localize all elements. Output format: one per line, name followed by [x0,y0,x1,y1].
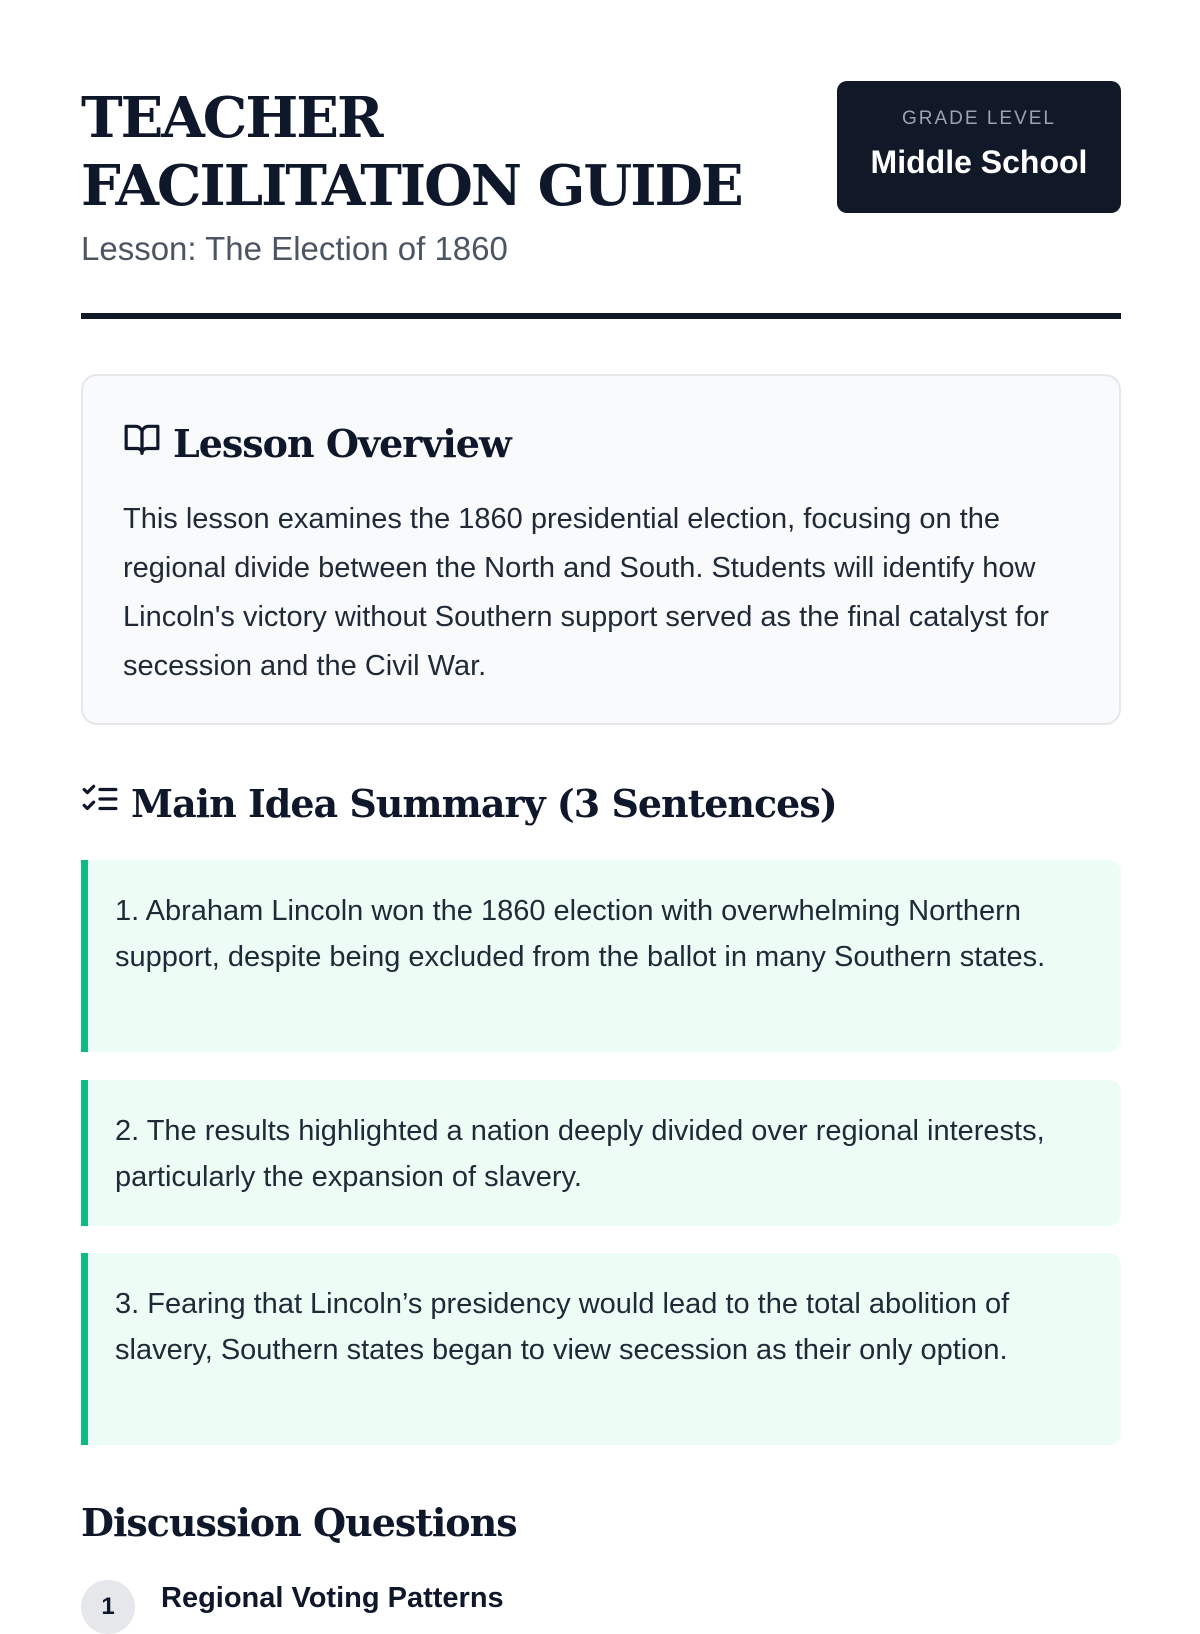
guide-page [81,0,1121,1620]
lesson-overview-text: This lesson examines the 1860 presidential election, focusing on the regional divide between the North and South. Students will identify how Lincoln's victory without Southern support served as the final catalyst for secession and the Civil War. [123,503,1049,682]
lesson-overview-card [81,374,1121,725]
guide-header [81,0,1121,320]
main-idea-summary-heading-text: Main Idea Summary (3 Sentences) [131,781,837,826]
summary-sentence-3: 3. Fearing that Lincoln’s presidency would lead to the total abolition of slavery, Southern states began to view secession as their only option. [81,1253,1121,1445]
lesson-subtitle: Lesson: The Election of 1860 [81,230,508,267]
page-title: TEACHER FACILITATION GUIDE [81,85,742,219]
grade-level-value: Middle School [870,144,1088,180]
grade-level-badge [837,81,1121,213]
main-idea-summary-heading [81,780,837,827]
question-title: Regional Voting Patterns [161,1582,504,1614]
summary-sentence-2: 2. The results highlighted a nation deeply divided over regional interests, particularly the expansion of slavery. [81,1080,1121,1226]
lesson-overview-heading-text: Lesson Overview [173,421,511,466]
lesson-overview-heading [123,420,1079,467]
discussion-questions-heading: Discussion Questions [81,1500,517,1545]
summary-sentence-1: 1. Abraham Lincoln won the 1860 election with overwhelming Northern support, despite being excluded from the ballot in many Southern states. [81,860,1121,1052]
grade-level-label: GRADE LEVEL [902,108,1056,129]
question-number-badge: 1 [81,1580,135,1634]
header-divider [81,313,1121,319]
book-open-icon [123,420,161,467]
checklist-icon [81,780,119,827]
